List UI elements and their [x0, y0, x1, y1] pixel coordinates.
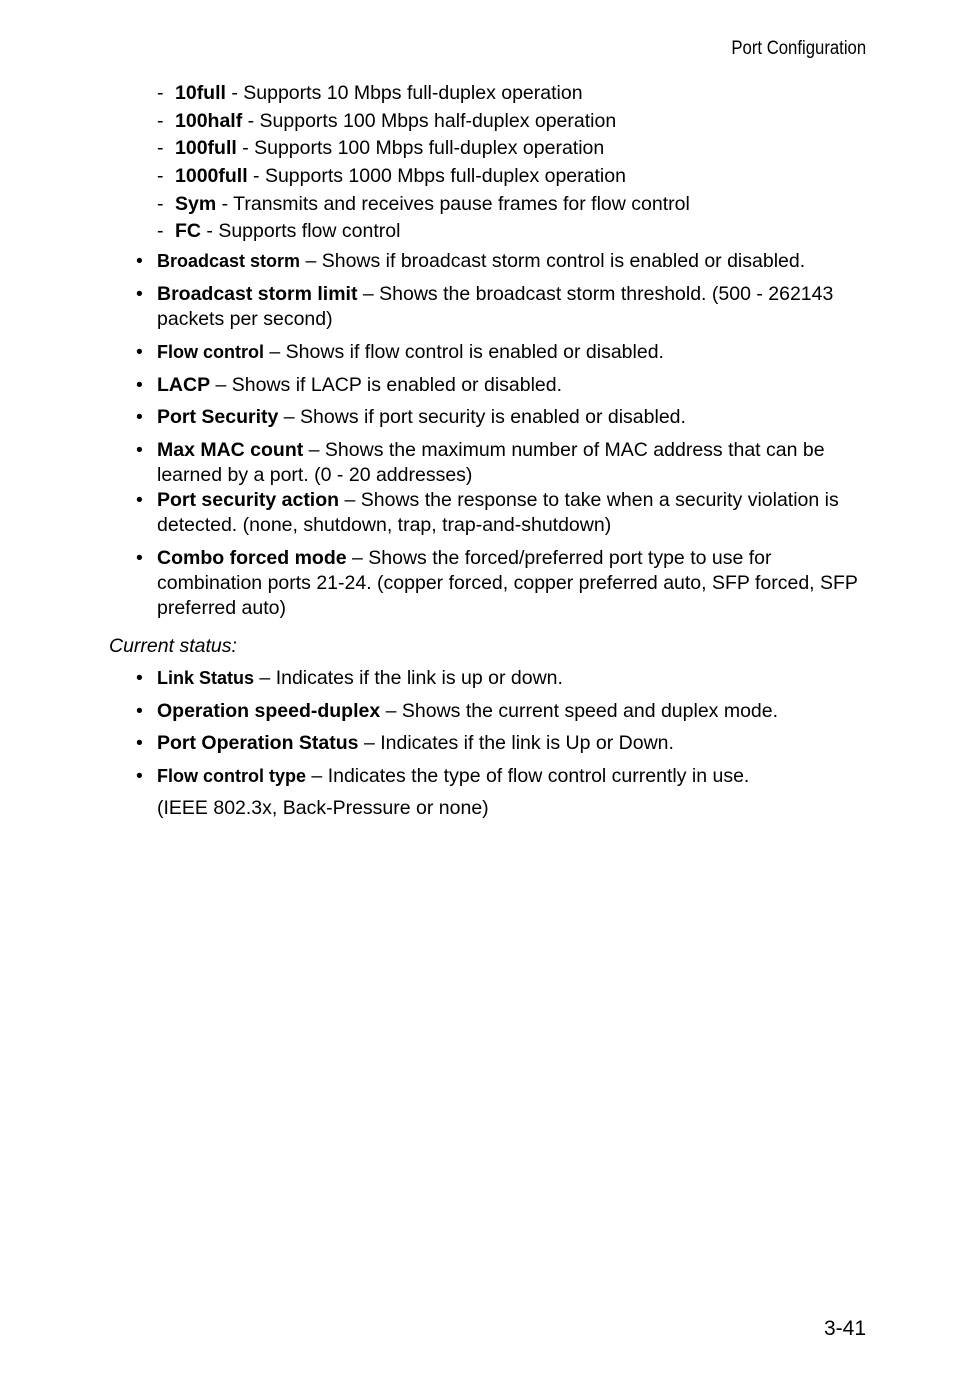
- status-item-link-status: [136, 666, 872, 691]
- item-term: Flow control type: [157, 766, 307, 786]
- bullet-marker: •: [136, 547, 143, 569]
- option-term: 100half: [175, 110, 243, 132]
- item-term: Combo forced mode: [157, 547, 347, 569]
- option-term: 1000full: [175, 165, 248, 187]
- item-term: Link Status: [157, 668, 255, 688]
- bullet-marker: •: [136, 667, 143, 689]
- item-description: – Indicates if the link is Up or Down.: [358, 732, 674, 754]
- item-term: Max MAC count: [157, 439, 304, 461]
- page-number: 3-41: [823, 1317, 866, 1340]
- flow-control-type-note: (IEEE 802.3x, Back-Pressure or none): [157, 797, 489, 819]
- option-term: 10full: [175, 82, 226, 104]
- option-description: - Supports 100 Mbps half-duplex operation: [242, 110, 617, 132]
- status-item-operation-speed-duplex: [136, 699, 872, 724]
- bullet-marker: •: [136, 765, 143, 787]
- bullet-marker: •: [136, 406, 143, 428]
- bullet-marker: •: [136, 732, 143, 754]
- item-description: – Shows if LACP is enabled or disabled.: [210, 374, 563, 396]
- config-item-broadcast-storm-limit: [136, 282, 872, 332]
- item-term: Broadcast storm limit: [157, 283, 358, 305]
- config-item-port-security: [136, 405, 872, 430]
- item-term: Broadcast storm: [157, 251, 301, 271]
- speed-option-100full: [157, 136, 605, 161]
- option-term: Sym: [175, 193, 217, 215]
- status-item-flow-control-type: [136, 764, 872, 789]
- bullet-marker: •: [136, 700, 143, 722]
- option-description: - Supports 10 Mbps full-duplex operation: [225, 82, 583, 104]
- item-term: Flow control: [157, 342, 264, 362]
- bullet-marker: •: [136, 374, 143, 396]
- bullet-marker: •: [136, 489, 143, 511]
- option-term: FC: [175, 220, 201, 242]
- option-description: - Supports flow control: [201, 220, 401, 242]
- item-description: – Shows the broadcast storm threshold. (500 - 262143 packets per second): [157, 283, 834, 330]
- item-description: – Shows the current speed and duplex mode.: [380, 700, 779, 722]
- item-description: – Shows the maximum number of MAC address that can be learned by a port. (0 - 20 addresses): [157, 439, 825, 486]
- dash-marker: -: [157, 165, 164, 187]
- speed-option-10full: [157, 81, 583, 106]
- running-header: Port Configuration: [731, 38, 866, 59]
- option-term: 100full: [175, 137, 237, 159]
- item-description: – Shows if flow control is enabled or disabled.: [264, 341, 664, 363]
- current-status-label: Current status:: [109, 635, 237, 657]
- item-description: – Shows if broadcast storm control is enabled or disabled.: [300, 250, 806, 272]
- item-description: – Shows the response to take when a security violation is detected. (none, shutdown, trap, trap-and-shutdown): [157, 489, 839, 536]
- item-term: Port security action: [157, 489, 340, 511]
- bullet-marker: •: [136, 283, 143, 305]
- item-term: LACP: [157, 374, 211, 396]
- bullet-marker: •: [136, 250, 143, 272]
- dash-marker: -: [157, 110, 164, 132]
- dash-marker: -: [157, 82, 164, 104]
- speed-option-fc: [157, 219, 401, 244]
- option-description: - Supports 100 Mbps full-duplex operation: [236, 137, 605, 159]
- item-description: – Indicates if the link is up or down.: [254, 667, 563, 689]
- config-item-max-mac-count: [136, 438, 872, 488]
- speed-option-sym: [157, 192, 690, 217]
- dash-marker: -: [157, 137, 164, 159]
- dash-marker: -: [157, 193, 164, 215]
- item-description: – Indicates the type of flow control currently in use.: [306, 765, 750, 787]
- option-description: - Transmits and receives pause frames for flow control: [216, 193, 690, 215]
- bullet-marker: •: [136, 341, 143, 363]
- item-term: Port Operation Status: [157, 732, 359, 754]
- item-description: – Shows if port security is enabled or disabled.: [278, 406, 686, 428]
- config-item-lacp: [136, 373, 872, 398]
- config-item-combo-forced-mode: [136, 546, 872, 621]
- config-item-flow-control: [136, 340, 872, 365]
- dash-marker: -: [157, 220, 164, 242]
- config-item-port-security-action: [136, 488, 872, 538]
- config-item-broadcast-storm: [136, 249, 872, 274]
- bullet-marker: •: [136, 439, 143, 461]
- item-term: Operation speed-duplex: [157, 700, 381, 722]
- status-item-port-operation-status: [136, 731, 872, 756]
- item-description: – Shows the forced/preferred port type to use for combination ports 21-24. (copper forced, copper preferred auto, SFP forced, SFP preferred auto): [157, 547, 858, 619]
- option-description: - Supports 1000 Mbps full-duplex operation: [247, 165, 626, 187]
- speed-option-100half: [157, 109, 617, 134]
- item-term: Port Security: [157, 406, 279, 428]
- speed-option-1000full: [157, 164, 626, 189]
